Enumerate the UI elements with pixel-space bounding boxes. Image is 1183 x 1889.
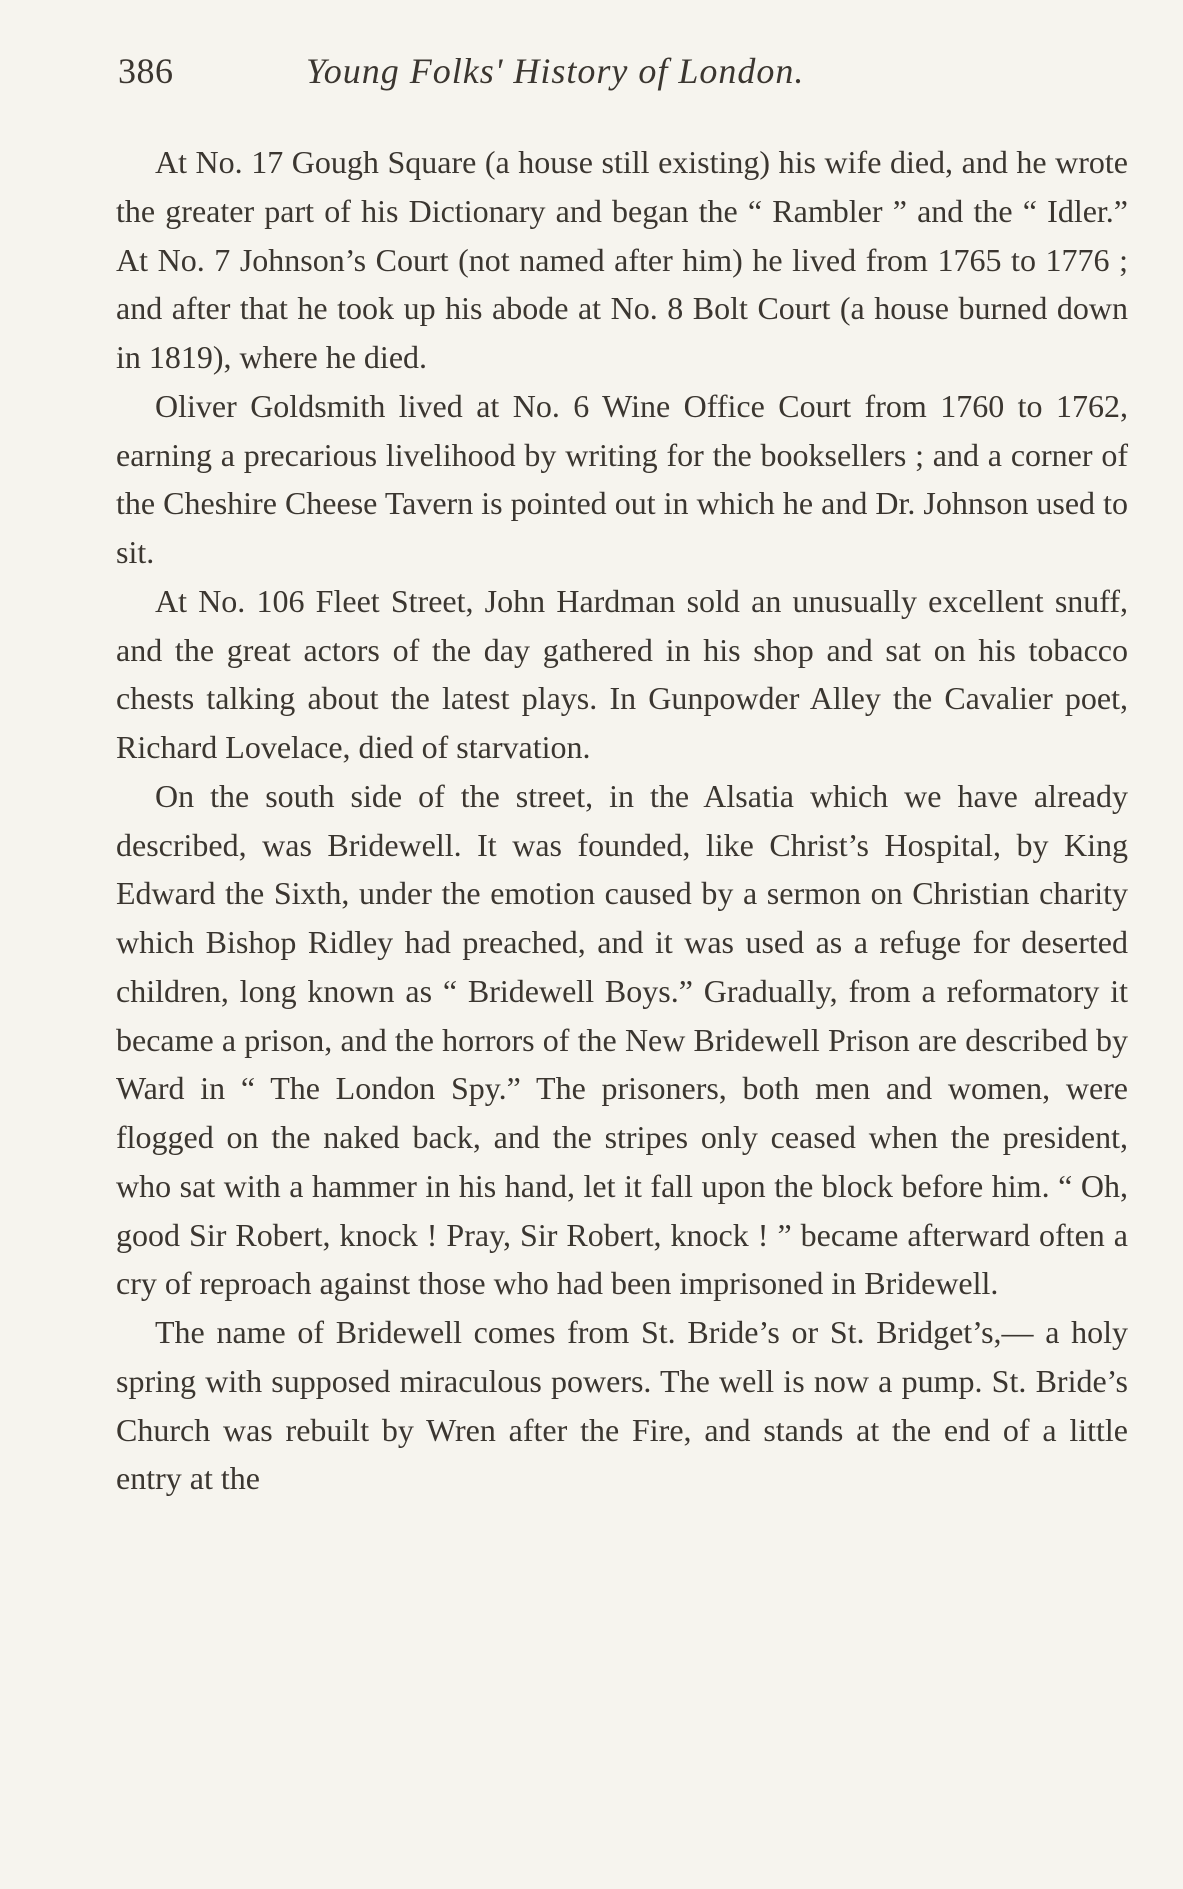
page-header <box>118 50 1128 106</box>
paragraph-goldsmith: Oliver Goldsmith lived at No. 6 Wine Office Court from 1760 to 1762, earning a precarious livelihood by writing for the booksellers ; and a corner of the Cheshire Cheese Tavern is pointed out in which he and Dr. Johnson used to sit. <box>116 387 1128 570</box>
paragraph-bridewell: On the south side of the street, in the Alsatia which we have already described, was Bridewell. It was founded, like Christ’s Hospital, by King Edward the Sixth, under the emotion caused by a sermon on Christian charity which Bishop Ridley had preached, and it was used as a refuge for deserted children, long known as “ Bridewell Boys.” Gradually, from a reformatory it became a prison, and the horrors of the New Bridewell Prison are described by Ward in “ The London Spy.” The prisoners, both men and women, were flogged on the naked back, and the stripes only ceased when the president, who sat with a hammer in his hand, let it fall upon the block before him. “ Oh, good Sir Robert, knock ! Pray, Sir Robert, knock ! ” became afterward often a cry of reproach against those who had been imprisoned in Bridewell. <box>116 777 1128 1302</box>
paragraph-hardman-snuff: At No. 106 Fleet Street, John Hardman sold an unusually excellent snuff, and the great actors of the day gathered in his shop and sat on his tobacco chests talking about the latest plays. In Gunpowder Alley the Cavalier poet, Richard Lovelace, died of starvation. <box>116 582 1128 765</box>
body-text <box>116 138 1128 1503</box>
running-title: Young Folks' History of London. <box>306 51 805 91</box>
paragraph-st-brides: The name of Bridewell comes from St. Bride’s or St. Bridget’s,— a holy spring with supposed miraculous powers. The well is now a pump. St. Bride’s Church was rebuilt by Wren after the Fire, and stands at the end of a little entry at the <box>116 1314 1128 1497</box>
paragraph-johnson-residences: At No. 17 Gough Square (a house still existing) his wife died, and he wrote the greater part of his Dictionary and began the “ Rambler ” and the “ Idler.” At No. 7 Johnson’s Court (not named after him) he lived from 1765 to 1776 ; and after that he took up his abode at No. 8 Bolt Court (a house burned down in 1819), where he died. <box>116 144 1128 375</box>
page-number: 386 <box>118 51 174 91</box>
